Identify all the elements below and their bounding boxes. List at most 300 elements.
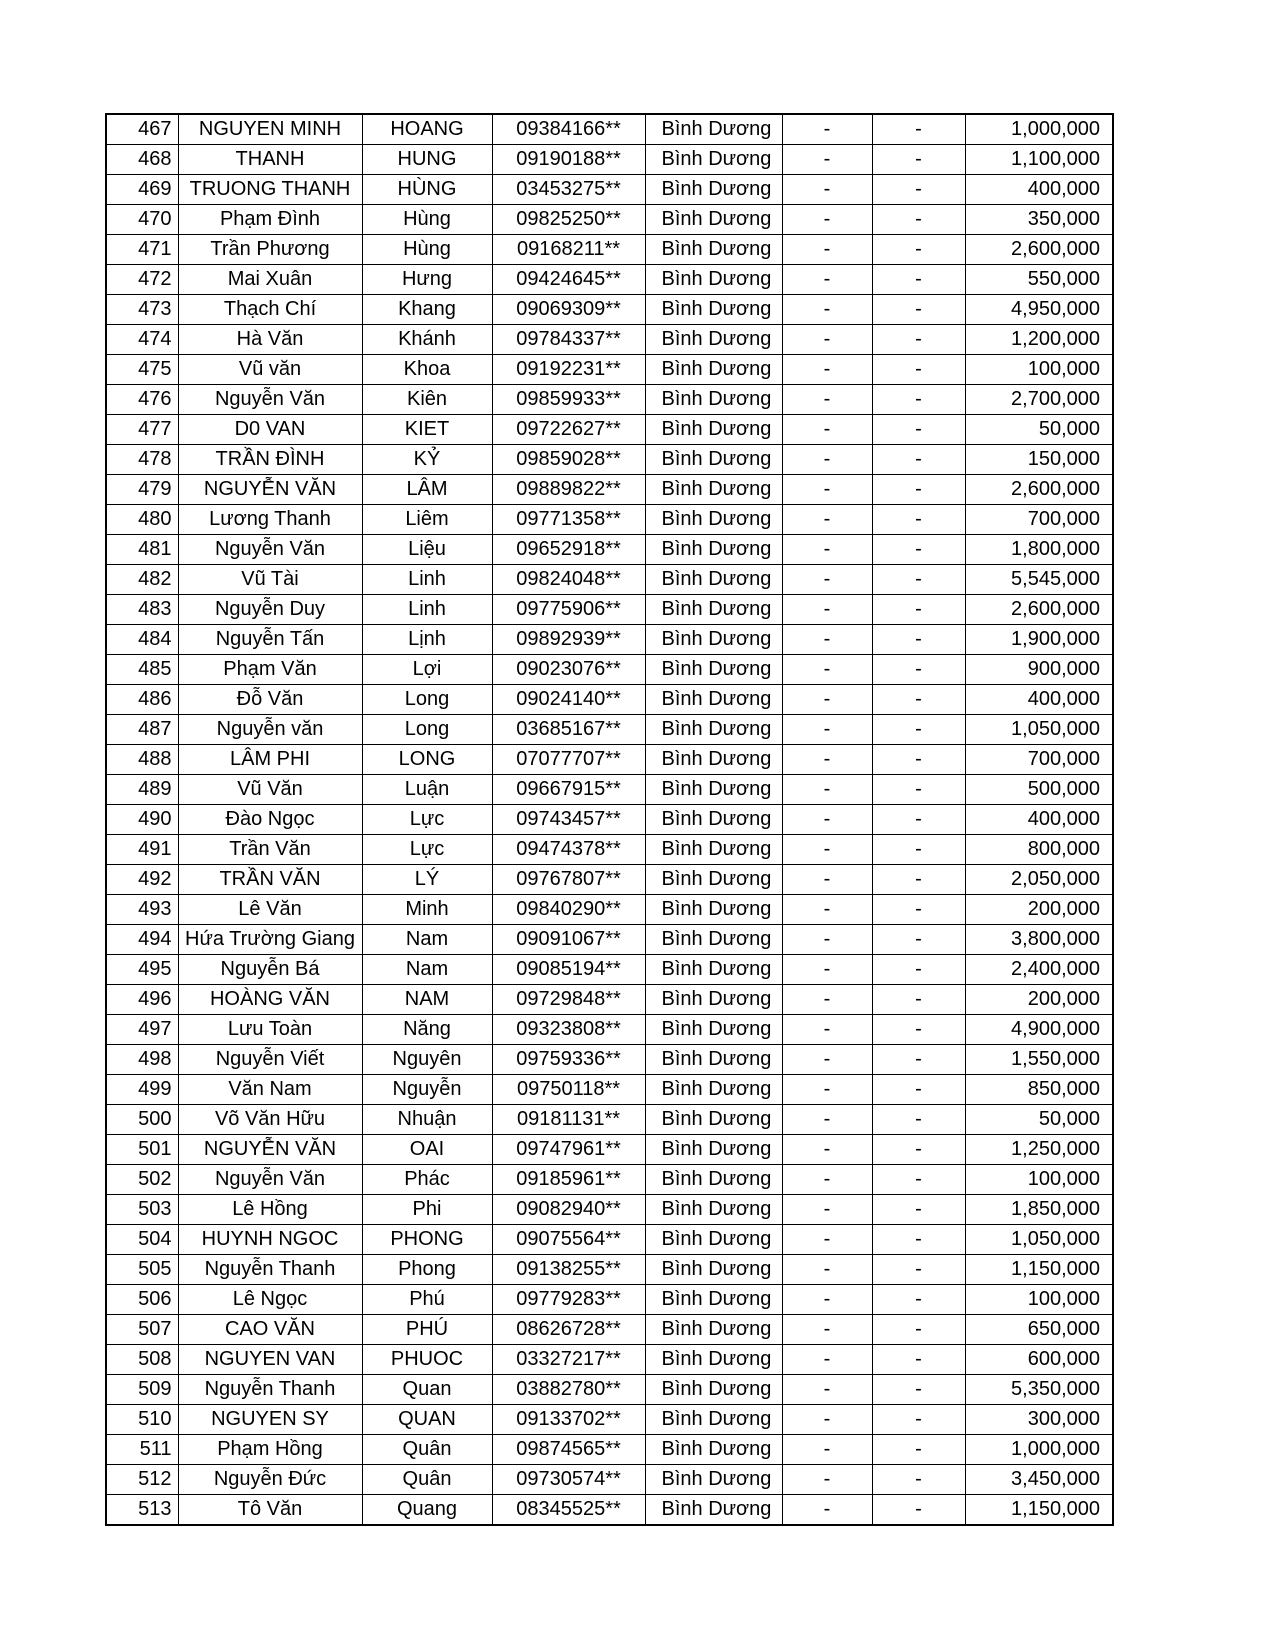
column-7-dash-cell: - bbox=[872, 114, 965, 145]
phone-number-cell: 03453275** bbox=[492, 175, 645, 205]
province-cell: Bình Dương bbox=[645, 1135, 782, 1165]
phone-number-cell: 09652918** bbox=[492, 535, 645, 565]
surname-middle-name-cell: Vũ Văn bbox=[178, 775, 362, 805]
column-7-dash-cell: - bbox=[872, 265, 965, 295]
table-row bbox=[106, 114, 1113, 145]
column-6-dash-cell: - bbox=[782, 1195, 872, 1225]
province-cell: Bình Dương bbox=[645, 1075, 782, 1105]
row-number-cell: 496 bbox=[106, 985, 178, 1015]
table-row bbox=[106, 1135, 1113, 1165]
table-row bbox=[106, 1225, 1113, 1255]
column-7-dash-cell: - bbox=[872, 1255, 965, 1285]
given-name-cell: PHUOC bbox=[362, 1345, 492, 1375]
amount-cell: 400,000 bbox=[965, 685, 1113, 715]
row-number-cell: 491 bbox=[106, 835, 178, 865]
table-row bbox=[106, 1345, 1113, 1375]
column-6-dash-cell: - bbox=[782, 1405, 872, 1435]
surname-middle-name-cell: Nguyễn Đức bbox=[178, 1465, 362, 1495]
amount-cell: 2,600,000 bbox=[965, 595, 1113, 625]
table-row bbox=[106, 1075, 1113, 1105]
column-6-dash-cell: - bbox=[782, 745, 872, 775]
phone-number-cell: 09743457** bbox=[492, 805, 645, 835]
column-7-dash-cell: - bbox=[872, 565, 965, 595]
amount-cell: 5,350,000 bbox=[965, 1375, 1113, 1405]
province-cell: Bình Dương bbox=[645, 355, 782, 385]
given-name-cell: Phú bbox=[362, 1285, 492, 1315]
column-6-dash-cell: - bbox=[782, 595, 872, 625]
amount-cell: 200,000 bbox=[965, 895, 1113, 925]
column-7-dash-cell: - bbox=[872, 1465, 965, 1495]
table-row bbox=[106, 835, 1113, 865]
table-row bbox=[106, 1165, 1113, 1195]
province-cell: Bình Dương bbox=[645, 1225, 782, 1255]
column-6-dash-cell: - bbox=[782, 1135, 872, 1165]
given-name-cell: Lịnh bbox=[362, 625, 492, 655]
column-7-dash-cell: - bbox=[872, 1195, 965, 1225]
given-name-cell: Hùng bbox=[362, 235, 492, 265]
amount-cell: 1,550,000 bbox=[965, 1045, 1113, 1075]
phone-number-cell: 09091067** bbox=[492, 925, 645, 955]
column-6-dash-cell: - bbox=[782, 1045, 872, 1075]
phone-number-cell: 09474378** bbox=[492, 835, 645, 865]
amount-cell: 600,000 bbox=[965, 1345, 1113, 1375]
given-name-cell: OAI bbox=[362, 1135, 492, 1165]
column-7-dash-cell: - bbox=[872, 175, 965, 205]
row-number-cell: 505 bbox=[106, 1255, 178, 1285]
phone-number-cell: 09424645** bbox=[492, 265, 645, 295]
column-7-dash-cell: - bbox=[872, 835, 965, 865]
phone-number-cell: 09133702** bbox=[492, 1405, 645, 1435]
given-name-cell: Nhuận bbox=[362, 1105, 492, 1135]
column-6-dash-cell: - bbox=[782, 145, 872, 175]
row-number-cell: 504 bbox=[106, 1225, 178, 1255]
table-row bbox=[106, 145, 1113, 175]
column-7-dash-cell: - bbox=[872, 1045, 965, 1075]
table-row bbox=[106, 325, 1113, 355]
row-number-cell: 475 bbox=[106, 355, 178, 385]
table-row bbox=[106, 505, 1113, 535]
surname-middle-name-cell: NGUYEN VAN bbox=[178, 1345, 362, 1375]
column-6-dash-cell: - bbox=[782, 535, 872, 565]
province-cell: Bình Dương bbox=[645, 385, 782, 415]
phone-number-cell: 09784337** bbox=[492, 325, 645, 355]
column-6-dash-cell: - bbox=[782, 1315, 872, 1345]
column-7-dash-cell: - bbox=[872, 415, 965, 445]
surname-middle-name-cell: Nguyễn Văn bbox=[178, 385, 362, 415]
province-cell: Bình Dương bbox=[645, 835, 782, 865]
province-cell: Bình Dương bbox=[645, 1375, 782, 1405]
column-6-dash-cell: - bbox=[782, 355, 872, 385]
column-6-dash-cell: - bbox=[782, 295, 872, 325]
province-cell: Bình Dương bbox=[645, 625, 782, 655]
column-7-dash-cell: - bbox=[872, 535, 965, 565]
column-7-dash-cell: - bbox=[872, 325, 965, 355]
given-name-cell: Năng bbox=[362, 1015, 492, 1045]
province-cell: Bình Dương bbox=[645, 595, 782, 625]
column-7-dash-cell: - bbox=[872, 775, 965, 805]
province-cell: Bình Dương bbox=[645, 415, 782, 445]
table-row bbox=[106, 1285, 1113, 1315]
phone-number-cell: 09892939** bbox=[492, 625, 645, 655]
table-row bbox=[106, 265, 1113, 295]
given-name-cell: Nam bbox=[362, 955, 492, 985]
amount-cell: 4,900,000 bbox=[965, 1015, 1113, 1045]
row-number-cell: 488 bbox=[106, 745, 178, 775]
amount-cell: 3,450,000 bbox=[965, 1465, 1113, 1495]
amount-cell: 700,000 bbox=[965, 745, 1113, 775]
table-row bbox=[106, 625, 1113, 655]
column-6-dash-cell: - bbox=[782, 1435, 872, 1465]
row-number-cell: 510 bbox=[106, 1405, 178, 1435]
table-row bbox=[106, 1015, 1113, 1045]
surname-middle-name-cell: Phạm Văn bbox=[178, 655, 362, 685]
amount-cell: 300,000 bbox=[965, 1405, 1113, 1435]
province-cell: Bình Dương bbox=[645, 1465, 782, 1495]
amount-cell: 1,800,000 bbox=[965, 535, 1113, 565]
province-cell: Bình Dương bbox=[645, 925, 782, 955]
surname-middle-name-cell: CAO VĂN bbox=[178, 1315, 362, 1345]
given-name-cell: LONG bbox=[362, 745, 492, 775]
amount-cell: 100,000 bbox=[965, 1285, 1113, 1315]
surname-middle-name-cell: NGUYEN SY bbox=[178, 1405, 362, 1435]
given-name-cell: Lực bbox=[362, 805, 492, 835]
row-number-cell: 495 bbox=[106, 955, 178, 985]
column-7-dash-cell: - bbox=[872, 1105, 965, 1135]
column-6-dash-cell: - bbox=[782, 445, 872, 475]
province-cell: Bình Dương bbox=[645, 655, 782, 685]
phone-number-cell: 09168211** bbox=[492, 235, 645, 265]
surname-middle-name-cell: Trần Văn bbox=[178, 835, 362, 865]
column-7-dash-cell: - bbox=[872, 475, 965, 505]
phone-number-cell: 09181131** bbox=[492, 1105, 645, 1135]
surname-middle-name-cell: Hà Văn bbox=[178, 325, 362, 355]
table-row bbox=[106, 235, 1113, 265]
given-name-cell: HÙNG bbox=[362, 175, 492, 205]
table-row bbox=[106, 445, 1113, 475]
row-number-cell: 508 bbox=[106, 1345, 178, 1375]
surname-middle-name-cell: Nguyễn Viết bbox=[178, 1045, 362, 1075]
column-6-dash-cell: - bbox=[782, 1165, 872, 1195]
table-row bbox=[106, 955, 1113, 985]
phone-number-cell: 08345525** bbox=[492, 1495, 645, 1526]
province-cell: Bình Dương bbox=[645, 775, 782, 805]
row-number-cell: 478 bbox=[106, 445, 178, 475]
row-number-cell: 468 bbox=[106, 145, 178, 175]
table-row bbox=[106, 805, 1113, 835]
given-name-cell: Quân bbox=[362, 1435, 492, 1465]
row-number-cell: 512 bbox=[106, 1465, 178, 1495]
column-7-dash-cell: - bbox=[872, 505, 965, 535]
given-name-cell: Quang bbox=[362, 1495, 492, 1526]
amount-cell: 2,600,000 bbox=[965, 235, 1113, 265]
table-row bbox=[106, 1375, 1113, 1405]
given-name-cell: KIET bbox=[362, 415, 492, 445]
column-6-dash-cell: - bbox=[782, 955, 872, 985]
province-cell: Bình Dương bbox=[645, 1195, 782, 1225]
amount-cell: 700,000 bbox=[965, 505, 1113, 535]
column-6-dash-cell: - bbox=[782, 1105, 872, 1135]
given-name-cell: Phong bbox=[362, 1255, 492, 1285]
province-cell: Bình Dương bbox=[645, 1435, 782, 1465]
table-row bbox=[106, 865, 1113, 895]
table-row bbox=[106, 1495, 1113, 1526]
row-number-cell: 497 bbox=[106, 1015, 178, 1045]
column-7-dash-cell: - bbox=[872, 205, 965, 235]
given-name-cell: Phi bbox=[362, 1195, 492, 1225]
row-number-cell: 467 bbox=[106, 114, 178, 145]
phone-number-cell: 09767807** bbox=[492, 865, 645, 895]
column-6-dash-cell: - bbox=[782, 265, 872, 295]
row-number-cell: 501 bbox=[106, 1135, 178, 1165]
row-number-cell: 480 bbox=[106, 505, 178, 535]
amount-cell: 850,000 bbox=[965, 1075, 1113, 1105]
phone-number-cell: 09192231** bbox=[492, 355, 645, 385]
surname-middle-name-cell: LÂM PHI bbox=[178, 745, 362, 775]
given-name-cell: Quan bbox=[362, 1375, 492, 1405]
surname-middle-name-cell: THANH bbox=[178, 145, 362, 175]
row-number-cell: 485 bbox=[106, 655, 178, 685]
column-6-dash-cell: - bbox=[782, 114, 872, 145]
amount-cell: 1,100,000 bbox=[965, 145, 1113, 175]
table-row bbox=[106, 895, 1113, 925]
phone-number-cell: 09323808** bbox=[492, 1015, 645, 1045]
amount-cell: 1,850,000 bbox=[965, 1195, 1113, 1225]
amount-cell: 1,050,000 bbox=[965, 715, 1113, 745]
phone-number-cell: 09024140** bbox=[492, 685, 645, 715]
row-number-cell: 472 bbox=[106, 265, 178, 295]
amount-cell: 1,250,000 bbox=[965, 1135, 1113, 1165]
given-name-cell: Long bbox=[362, 685, 492, 715]
surname-middle-name-cell: Vũ văn bbox=[178, 355, 362, 385]
surname-middle-name-cell: Lê Hồng bbox=[178, 1195, 362, 1225]
phone-number-cell: 09075564** bbox=[492, 1225, 645, 1255]
column-7-dash-cell: - bbox=[872, 685, 965, 715]
table-row bbox=[106, 1195, 1113, 1225]
surname-middle-name-cell: Nguyễn văn bbox=[178, 715, 362, 745]
province-cell: Bình Dương bbox=[645, 114, 782, 145]
column-7-dash-cell: - bbox=[872, 715, 965, 745]
row-number-cell: 506 bbox=[106, 1285, 178, 1315]
surname-middle-name-cell: Đào Ngọc bbox=[178, 805, 362, 835]
amount-cell: 2,400,000 bbox=[965, 955, 1113, 985]
column-7-dash-cell: - bbox=[872, 1015, 965, 1045]
table-row bbox=[106, 1315, 1113, 1345]
phone-number-cell: 03882780** bbox=[492, 1375, 645, 1405]
given-name-cell: KỶ bbox=[362, 445, 492, 475]
column-6-dash-cell: - bbox=[782, 775, 872, 805]
column-7-dash-cell: - bbox=[872, 625, 965, 655]
given-name-cell: Khoa bbox=[362, 355, 492, 385]
row-number-cell: 473 bbox=[106, 295, 178, 325]
province-cell: Bình Dương bbox=[645, 1165, 782, 1195]
province-cell: Bình Dương bbox=[645, 745, 782, 775]
surname-middle-name-cell: NGUYỄN VĂN bbox=[178, 475, 362, 505]
surname-middle-name-cell: Lưu Toàn bbox=[178, 1015, 362, 1045]
amount-cell: 1,150,000 bbox=[965, 1255, 1113, 1285]
column-7-dash-cell: - bbox=[872, 895, 965, 925]
surname-middle-name-cell: Tô Văn bbox=[178, 1495, 362, 1526]
donor-table bbox=[105, 113, 1114, 1526]
surname-middle-name-cell: Nguyễn Thanh bbox=[178, 1255, 362, 1285]
given-name-cell: LÂM bbox=[362, 475, 492, 505]
row-number-cell: 469 bbox=[106, 175, 178, 205]
row-number-cell: 511 bbox=[106, 1435, 178, 1465]
province-cell: Bình Dương bbox=[645, 685, 782, 715]
amount-cell: 3,800,000 bbox=[965, 925, 1113, 955]
surname-middle-name-cell: Nguyễn Văn bbox=[178, 1165, 362, 1195]
phone-number-cell: 09824048** bbox=[492, 565, 645, 595]
table-row bbox=[106, 385, 1113, 415]
column-6-dash-cell: - bbox=[782, 475, 872, 505]
table-row bbox=[106, 745, 1113, 775]
amount-cell: 2,700,000 bbox=[965, 385, 1113, 415]
province-cell: Bình Dương bbox=[645, 865, 782, 895]
surname-middle-name-cell: NGUYEN MINH bbox=[178, 114, 362, 145]
given-name-cell: Phác bbox=[362, 1165, 492, 1195]
phone-number-cell: 09730574** bbox=[492, 1465, 645, 1495]
amount-cell: 50,000 bbox=[965, 415, 1113, 445]
province-cell: Bình Dương bbox=[645, 805, 782, 835]
phone-number-cell: 09759336** bbox=[492, 1045, 645, 1075]
phone-number-cell: 09747961** bbox=[492, 1135, 645, 1165]
amount-cell: 650,000 bbox=[965, 1315, 1113, 1345]
phone-number-cell: 09859933** bbox=[492, 385, 645, 415]
table-row bbox=[106, 295, 1113, 325]
row-number-cell: 509 bbox=[106, 1375, 178, 1405]
province-cell: Bình Dương bbox=[645, 175, 782, 205]
given-name-cell: NAM bbox=[362, 985, 492, 1015]
phone-number-cell: 09779283** bbox=[492, 1285, 645, 1315]
column-7-dash-cell: - bbox=[872, 745, 965, 775]
row-number-cell: 477 bbox=[106, 415, 178, 445]
row-number-cell: 513 bbox=[106, 1495, 178, 1526]
table-row bbox=[106, 565, 1113, 595]
column-7-dash-cell: - bbox=[872, 925, 965, 955]
amount-cell: 900,000 bbox=[965, 655, 1113, 685]
phone-number-cell: 09384166** bbox=[492, 114, 645, 145]
given-name-cell: Quân bbox=[362, 1465, 492, 1495]
table-row bbox=[106, 175, 1113, 205]
surname-middle-name-cell: Lê Văn bbox=[178, 895, 362, 925]
given-name-cell: Hưng bbox=[362, 265, 492, 295]
surname-middle-name-cell: Phạm Hồng bbox=[178, 1435, 362, 1465]
given-name-cell: Long bbox=[362, 715, 492, 745]
province-cell: Bình Dương bbox=[645, 1405, 782, 1435]
province-cell: Bình Dương bbox=[645, 1495, 782, 1526]
column-7-dash-cell: - bbox=[872, 1405, 965, 1435]
province-cell: Bình Dương bbox=[645, 505, 782, 535]
row-number-cell: 487 bbox=[106, 715, 178, 745]
column-6-dash-cell: - bbox=[782, 985, 872, 1015]
province-cell: Bình Dương bbox=[645, 1105, 782, 1135]
phone-number-cell: 09840290** bbox=[492, 895, 645, 925]
column-7-dash-cell: - bbox=[872, 985, 965, 1015]
phone-number-cell: 09775906** bbox=[492, 595, 645, 625]
surname-middle-name-cell: Hứa Trường Giang bbox=[178, 925, 362, 955]
province-cell: Bình Dương bbox=[645, 565, 782, 595]
province-cell: Bình Dương bbox=[645, 1045, 782, 1075]
column-6-dash-cell: - bbox=[782, 175, 872, 205]
phone-number-cell: 09825250** bbox=[492, 205, 645, 235]
province-cell: Bình Dương bbox=[645, 895, 782, 925]
column-7-dash-cell: - bbox=[872, 1345, 965, 1375]
province-cell: Bình Dương bbox=[645, 295, 782, 325]
column-6-dash-cell: - bbox=[782, 415, 872, 445]
row-number-cell: 503 bbox=[106, 1195, 178, 1225]
table-body bbox=[106, 114, 1113, 1525]
province-cell: Bình Dương bbox=[645, 1285, 782, 1315]
row-number-cell: 482 bbox=[106, 565, 178, 595]
row-number-cell: 476 bbox=[106, 385, 178, 415]
amount-cell: 550,000 bbox=[965, 265, 1113, 295]
row-number-cell: 470 bbox=[106, 205, 178, 235]
row-number-cell: 492 bbox=[106, 865, 178, 895]
column-6-dash-cell: - bbox=[782, 1285, 872, 1315]
row-number-cell: 471 bbox=[106, 235, 178, 265]
amount-cell: 400,000 bbox=[965, 805, 1113, 835]
given-name-cell: Luận bbox=[362, 775, 492, 805]
row-number-cell: 493 bbox=[106, 895, 178, 925]
row-number-cell: 502 bbox=[106, 1165, 178, 1195]
given-name-cell: Nguyên bbox=[362, 1045, 492, 1075]
table-row bbox=[106, 1045, 1113, 1075]
column-6-dash-cell: - bbox=[782, 865, 872, 895]
row-number-cell: 494 bbox=[106, 925, 178, 955]
column-6-dash-cell: - bbox=[782, 655, 872, 685]
column-7-dash-cell: - bbox=[872, 355, 965, 385]
phone-number-cell: 09023076** bbox=[492, 655, 645, 685]
amount-cell: 100,000 bbox=[965, 1165, 1113, 1195]
province-cell: Bình Dương bbox=[645, 235, 782, 265]
given-name-cell: Kiên bbox=[362, 385, 492, 415]
given-name-cell: Khang bbox=[362, 295, 492, 325]
amount-cell: 1,000,000 bbox=[965, 1435, 1113, 1465]
amount-cell: 150,000 bbox=[965, 445, 1113, 475]
amount-cell: 400,000 bbox=[965, 175, 1113, 205]
surname-middle-name-cell: TRẦN VĂN bbox=[178, 865, 362, 895]
surname-middle-name-cell: HUYNH NGOC bbox=[178, 1225, 362, 1255]
given-name-cell: Lực bbox=[362, 835, 492, 865]
table-row bbox=[106, 1105, 1113, 1135]
table-row bbox=[106, 355, 1113, 385]
amount-cell: 2,050,000 bbox=[965, 865, 1113, 895]
surname-middle-name-cell: Nguyễn Bá bbox=[178, 955, 362, 985]
phone-number-cell: 09771358** bbox=[492, 505, 645, 535]
row-number-cell: 484 bbox=[106, 625, 178, 655]
row-number-cell: 486 bbox=[106, 685, 178, 715]
row-number-cell: 490 bbox=[106, 805, 178, 835]
phone-number-cell: 07077707** bbox=[492, 745, 645, 775]
column-6-dash-cell: - bbox=[782, 325, 872, 355]
surname-middle-name-cell: D0 VAN bbox=[178, 415, 362, 445]
province-cell: Bình Dương bbox=[645, 985, 782, 1015]
table-row bbox=[106, 595, 1113, 625]
table-row bbox=[106, 205, 1113, 235]
row-number-cell: 481 bbox=[106, 535, 178, 565]
province-cell: Bình Dương bbox=[645, 325, 782, 355]
phone-number-cell: 03327217** bbox=[492, 1345, 645, 1375]
amount-cell: 1,150,000 bbox=[965, 1495, 1113, 1526]
table-row bbox=[106, 775, 1113, 805]
province-cell: Bình Dương bbox=[645, 1255, 782, 1285]
amount-cell: 2,600,000 bbox=[965, 475, 1113, 505]
province-cell: Bình Dương bbox=[645, 955, 782, 985]
given-name-cell: HOANG bbox=[362, 114, 492, 145]
column-6-dash-cell: - bbox=[782, 1345, 872, 1375]
column-7-dash-cell: - bbox=[872, 445, 965, 475]
phone-number-cell: 09722627** bbox=[492, 415, 645, 445]
column-7-dash-cell: - bbox=[872, 1375, 965, 1405]
